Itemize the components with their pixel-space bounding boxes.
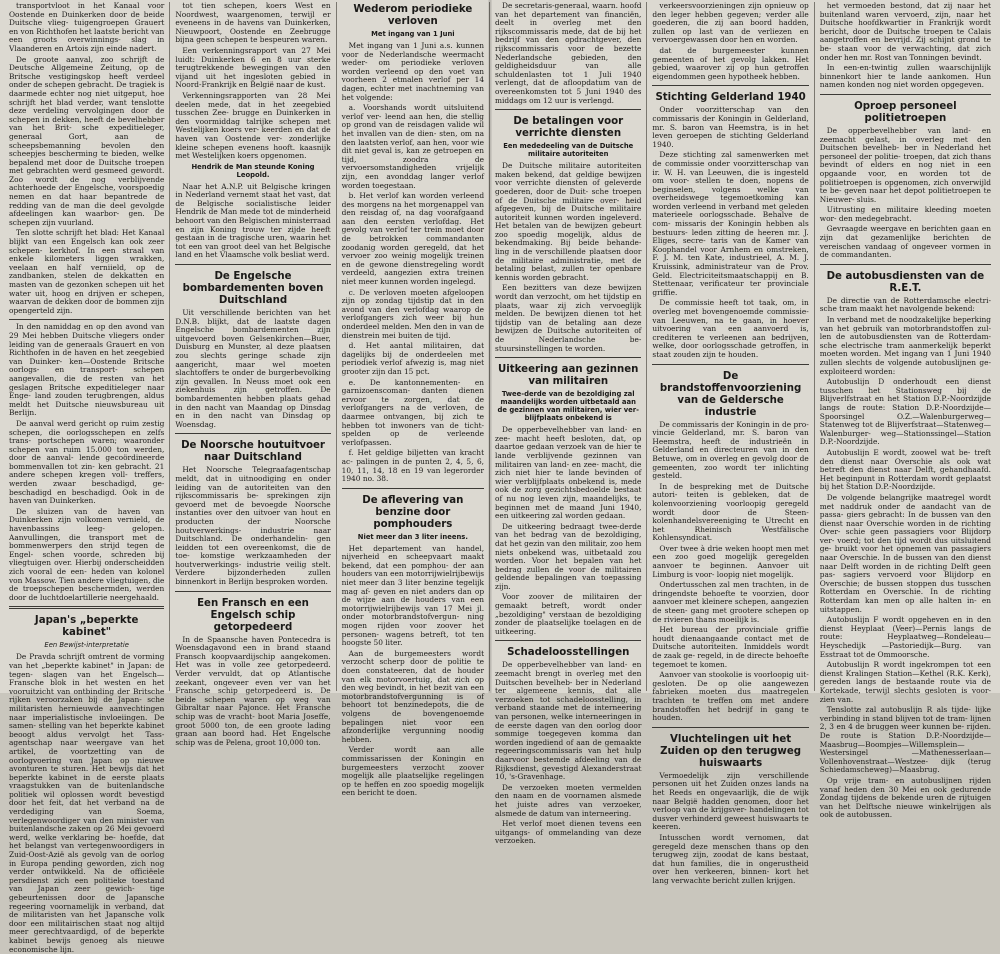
article-headline: De Noorsche houtuitvoer naar Duitschland [181,440,325,464]
paragraph: Autobuslijn F wordt opgeheven en in den dienst Heyplaat (Veer)—Pernis langs de route: Heyplaatweg—Rondeleau—Heyschedijk —Pastoriedijk—Burg. van Esstraat tot de Ommoorsche. [819,615,992,659]
article-subheadline: Niet meer dan 3 liter ineens. [357,532,468,541]
paragraph: Met ingang van 1 Juni a.s. kunnen voor de Nederlandsche weermacht weder- om periodieke verloven worden verleend op den voet van voorheen 2 etmalen verlof per 14 dagen, echter met inachtneming van het volgende: [341,41,485,102]
article-headline: De brandstoffenvoorziening van de Geldersche industrie [659,370,802,418]
article-headline: Vluchtelingen uit het Zuiden op den terugweg huiswaarts [660,733,802,769]
column-3 [337,2,490,798]
paragraph: De sluizen van de haven van Duinkerken zijn volkomen vernield, de havenbassins leeg- gelopen. Aanvullingen, die transport met de bommenwerpers den strijd tegen de Engel- schen voorde, schreden bij vliegtuigen over. Hierbij onderscheidden zich vooral de een- heden van kolonel von Massow. Tien andere vliegtuigen, die de troepschepen beschermden, werden door de luchtdoelartillerie neergehaald. [9,506,165,602]
paragraph: De opperbevelhebber van land- en zeemacht gelast, in overleg met den Duitschen bevelheb- ber in Nederland het personeel der politie- troepen, dat zich thans bevindt of elders en nog niet in een opgaande voor, en worden tot de politietroepen is opgenomen, zich onverwijld te be- geven naar het depot politietroepen te Nieuwer- sluis. [819,125,992,204]
divider [175,591,330,592]
article-headline: Wederom periodieke verloven [353,4,473,27]
paragraph: De aanval werd gericht op ruim zestig schepen, die oorlogsschepen en zelfs trans- portschepen waren; waaronder schepen van ruim 15.000 ton werden, door de aanval- lende gecoördineerde bommenvallen tot zin- ken gebracht. 21 andere schepen kregen voll- treffers, werden zwaar beschadigd, ge- beschadigd en beschadigd. Ook in de haven van Duinkerken. [9,418,165,506]
paragraph: Een verkenningsrapport van 27 Mei luidt: Duinkerken 6 en 8 uur sterke terugtrekkende bewegingen van den vijand uit het ingesloten gebied in Noord-Frankrijk en België naar de kust. [175,45,331,90]
paragraph: Naar het A.N.P. uit Belgische kringen in Nederland vernemt staat het vast, dat de Belgische socialistische leider Hendrik de Man mede tot de minderheid behoort van den Belgischen ministerraad en zijn Koning trouw ter zijde heeft gestaan in de tragische uren, waarin het tot een van groot deel van het Belgische land en het Vlaamsche volk besliat werd. [175,181,331,260]
paragraph: tot tien schepen, koers West en Noordwest, waargenomen, terwijl er eveneens in de havens van Duinkerken, Nieuwpoort, Oostende en Zeebrugge bijna geen schepen te bespeuren waren. [175,1,331,45]
paragraph: verkeersvoorzieningen zijn opnieuw op den leger hebben gegeven; verder alle goederen, die zij aan boord hadden, zullen op last van de verliezen en vervoergewassen door hen en worden. [652,1,809,45]
paragraph: Ten slotte schrijft het blad: Het Kanaal blijkt van een Engelsch kan ook zeer schepen- kerkhof. In een straal van enkele kilometers liggen wrakken, veelaan en half verniield, op de zandbanken, stelen de dekkatten en masten van de gezonken schepen uit het water uit, hoog en drijven er schepen, waarvan de dekken door de bommen zijn opengerteld zijn. [9,228,165,315]
paragraph: Uit verschillende berichten van het D.N.B. blijkt, dat de laatste dagen Engelsche bombardementen zijn uitgevoerd boven Gelsenkirchen—Buer, Duisburg en Munster, al deze plaatsen zou slechts geringe schade zijn aangericht, maar wel moeten slachtoffers te onder de burgerbevolking zijn gevallen. In Neuss moet ook een ziekenhuis zijn getroffen. De bombardementen hebben plaats gehad in den nacht van Maandag op Dinsdag en in den nacht van Dinsdag op Woensdag. [175,308,331,429]
divider [495,109,641,110]
paragraph: Autobuslijn E wordt, zoowel wat be- treft den dienst naar Overschie als ook wat betreft den dienst naar Delft, gehandhaafd. Het beginpunt in Rotterdam wordt geplaatst bij het Station D.P.-Noordzijde. [819,447,992,492]
paragraph: In een-en-twintig zullen waarschijnlijk binnenkort hier te lande aankomen. Hun namen konden nog niet worden opgegeven. [819,63,992,90]
column-6 [815,1,996,820]
article-headline: De betalingen voor verrichte diensten [513,116,624,140]
paragraph: Over twee à drie weken hoopt men met een zoo goed mogelijk geregelden aanvoer te beginnen. Aanvoer uit Limburg is voor- loopig niet mogelijk. [652,543,809,579]
paragraph: Ondertusschen zal men trachten, in de dringendste behoefte te voorzien, door aanvoer met kleinere schepen, aangezien de steen- gang met grootere schepen op de rivieren thans moeilijk is. [652,580,809,624]
divider [495,357,641,358]
paragraph: Autobuslijn R wordt ingekrompen tot een dienst Kralingen Station—Kethel (R.K. Kerk), gereden langs de bestaande route via de Kortekade, terwijl slechts gesloten is voor- zien van. [819,660,992,704]
paragraph: b. Het verlof kan worden verleend des morgens na het morgenappel van den reisdag of, na dag voorafgaand aan den eersten verlofdag. Het gevolg van verlof ter trein moet door de betrokken commandanten zoodanig worden geregeld, dat het vervoer zoo weinig mogelijk treinen en de gewone dienstregeling wordt verdeeld, aangezien extra treinen niet meer kunnen worden ingelegd. [341,191,485,287]
paragraph: De commissie heeft tot taak, om, in overleg met bovengenoemde commissie-van Leeuwen, na te gaan, in hoever uitvoering van een aanvoerd is, crediteren te verleenen aan bedrijven, welke, door oorlogsschade getroffen, in staat zouden zijn te houden. [652,298,809,359]
paragraph: a. Voorshands wordt uitsluitend verlof ver- leend aan hen, die stellig op grond van de reisdagen valide wil het invallen van de dien- sten, om na den laatsten verlof, aan hen, voor wie dit niet geval is, kan ze getroepen en tijd, zoodra de vervoersomstandigheden vrijelijk zijn, een avonddag langer verlof worden toegestaan. [341,103,485,190]
column-2 [170,1,336,747]
article-headline: De autobusdiensten van de R.E.T. [826,270,985,294]
divider [9,606,164,609]
paragraph: In verband met de noodzakelijke beperking van het gebruik van motorbrandstoffen zul- len de autobusdiensten van de Rotterdam- sche electrische tram aanmerkelijk beperkt moeten worden. Met ingang van 1 Juni 1940 zullen slechts de volgende autobuslijnen ge- exploiteerd worden: [819,315,992,376]
divider [652,364,808,365]
paragraph: De groote aanval, zoo schrijft de Deutsche Allgemeine Zeitung, op de Britsche vestigingskop heeft verdeel onder de schepen gebracht. De tragiek is daarmede echter nog niet uitgeput, hoe schrijft het blad verder, want tenslotte deze verdeling vervolgingen door de schepen in dekken, heeft de bevelhebber van het Brit- sche expeditieleger, generaal Gort, aan de scheepsbemanning bevolen den scheepjes bescherming te bieden, welke bepalend met door de Duitsche troepen met gebrachten werd gesmeed gewordt. Zoo wordt de nog verblijvende achterhoede der Engelsche, voorspoedig nemen en dat haar bepantrede de redding van de man die deel gevolgde afdeelingen kan waarbor- gen. De schepen zijn vuurland. [9,54,165,227]
paragraph: c. De verloven moeten afgeloopen zijn op zondag tijdstip dat in den avond van den verlofdag waarop de verlofgangers zich weer bij hun onderdeel melden. Men den in van de dienstrein mei buiten de tijd. [341,287,485,340]
paragraph: De volgende belangrijke maatregel wordt met naddruk onder de aandacht van de passa- giers gebracht: In de bussen van den dienst naar Overschie worden in de richting Over- schie geen passagiers voor Blijdorp ver- voerd; tot den tijd wordt dus uitsluitend ge- bruikt voor het opnemen van passagiers naar Overschie. In de bussen van den dienst naar Delft worden in de richting Delft geen pas- sagiers vervoerd voor Blijdorp en Overschie; de bussen stoppen dus tusschen Rotterdam en Overschie. In de richting Rotterdam kan men op alle halten in- en uitstappen. [819,492,992,614]
paragraph: Aanvoer van stookolie is voorloopig uit- gesloten. De op olie aangewezen fabrieken moeten dus maatregelen trachten te treffen om met andere brandstoffen het bedrijf in gang te houden. [652,670,809,723]
article-subheadline: Twee-derde van de bezoldiging zal maandelijks worden uitbetaald aan de gezinnen van militairen, wier ver- blijfplaats onbekend is [497,390,639,423]
paragraph: dat de burgemeester kunnen gemeenten of het gevolg lakken. Het gebied, waarover zij op hun getroffen eigendommen geen hypotheek hebben. [652,45,809,81]
paragraph: e. De kantonnementen- en garnizoenscoman- danten dienen ervoor te zorgen, dat de verlofgangers na de verloven, de daarmee ontvangen, bij zich te hebben tot inwoners van de ticht- spelden op de verleende verlofpassen. [341,377,485,447]
paragraph: Aan de burgemeesters wordt verzocht scherp door de politie te doen constateeren, dat de houder van elk motorvoertuig, dat zich op den weg bevindt, in het bezit van een motorbrandstofvergunning is of behoort tot benzinedepots, die de volgens de bovengenoemde bepalingen niet voor een afzonderlijke vergunning noodig hebben. [341,648,485,744]
divider [652,85,808,86]
paragraph: In de bespreking met de Duitsche autori- teiten is gebleken, dat de kolenvoorziening voorloopig geregeld wordt door de Steen- kolenhandelsvereeniging te Utrecht en het Rheinisch Westfälische Kohlensyndicat. [652,481,809,543]
article-headline: Uitkeering aan gezinnen van militairen [498,364,639,388]
paragraph: De commissaris der Koningin in de pro- vincie Gelderland, mr. S. baron van Heemstra, heeft de industrieën in Gelderland en directeuren van in den Betuwe, om in overleg en gevolg door de gemeenten, zoo wordt ter inlichting gesteld. [652,419,809,481]
paragraph: Onder voorzitterschap van den commissaris der Koningin in Gelderland, mr. S. baron van Heemstra, is in het leven geroepen de stichting Gelderland 1940. [652,105,809,149]
paragraph: Het departement van handel, nijverheid en scheepvaart maakt bekend, dat een pomphou- der aan houders van een motorrijwielrijbewijs niet meer dan 3 liter benzine tegelijk mag af- geven en niet anders dan op de wijze aan de houders van een motorrijwielrijbewijs van 17 Mei jl. onder motorbrandstofvergun- ning mogen rijden voor zoover het personen- wagens betreft, tot ten hoogste 50 liter. [341,543,485,648]
paragraph: De uitkeering bedraagt twee-derde van het bedrag van de bezoldiging, dat het gezin van den militair, zoo hem niets onbekend was, uitbetaald zou worden. Voor het bepalen van het bedrag zullen de voor de militairen geldende bepalingen van toepassing zijn. [495,521,642,591]
paragraph: Op vrije tram- en autobuslijnen rijden vanaf heden den 30 Mei en ook gedurende Zondag tijdens de bekende uren de rijtuigen van het Delftsche nieuwe winkelrijgen als ook de autobussen. [819,775,992,820]
article-headline: Stichting Gelderland 1940 [655,92,806,104]
paragraph: Verkenningsrapporten van 28 Mei deelen mede, dat in het zeegebied tusschen Zee- brugge en Duinkerken in den voormiddag talrijke schepen met Westelijken koers ver- keerden en dat de haven van Oostende ver- zonderlijke kleine schepen evenens hooft. kaasnijk met Westelijken koers opgenomen. [175,90,331,161]
paragraph: Gevraagde weergave en berichten gaan en zijn dat gezamenlijke berichten de vereischen vandaag of ongeveer vormen in de commandanten. [819,224,992,260]
divider [175,264,330,265]
paragraph: Verder wordt aan alle commissarissen der Koningin en burgemeesters verzocht zoover mogelijk alle plaatselijke regelingen op te heffen en zoo spoedig mogelijk een bericht te doen. [341,745,485,798]
paragraph: Tenslotte zal autobuslijn R als tijde- lijke verbinding in stand blijven tot de tram- lijnen 2, 3 en 4 de bruggen weer kunnen be- rijden. De route is Station D.P.-Noordzijde— Maasbrug—Boompjes—Willemsplein—Westersingel —Mathenesserlaan—Vollenhovenstraat—Westzee- dijk (terug Schiedamscheweg)—Maasbrug. [819,705,992,775]
paragraph: In den namiddag en op den avond van 29 Mei hebben Duitsche vliegers onder leiding van de generaals Grauert en von Richthofen in de haven en het zeegebied van Duinker- ken—Oostende Britsche oorlogs- en transport- schepen aangevallen, die de resten van het geslagen Britsche expeditieleger naar Enge- land zouden terugbrengen, aldus meldt het Duitsche nieuwsbureau uit Berlijn. [9,322,165,418]
article-headline: Japan's „beperkte kabinet" [34,615,139,639]
page-fold [488,0,492,693]
article-subheadline: Een Bewijst-interpretatie [44,641,129,650]
paragraph: De Duitsche militaire autoriteiten maken bekend, dat geldige bewijzen voor verrichte diensten of geleverde goederen, door de Duit- sche troepen of de Duitsche militaire over- heid afgegeven, bij de Duitsche militaire autoriteit kunnen worden ingeleverd. Het betalen van de bewijzen gebeurt zoo spoedig mogelijk, aldus de bekendmaking. Bij beide behande- ling in de verschillende plaatsen door de militaire administratie, met de betaling belast, zullen ter openbare kennis worden gebracht. [495,161,642,282]
column-4 [490,1,647,846]
paragraph: Het Noorsche Telegraafagentschap meldt, dat in uitnoodiging en onder leiding van de autoriteiten van den rijkscommissaris be- sprekingen zijn gevoerd met de bevoegde Noorsche instanties over den uitvoer van hout en producten der Noorsche houtverwerkings- industrie naar Duitschland. De onderhandelin- gen leidden tot een overeenkomst, die de toe- komstige werkzaamheden der houtverwerkings- industrie veilig stelt. Verdere bijzonderheden zullen binnenkort in Berlijn besproken worden. [175,465,331,587]
paragraph: Het verlof moet dienen tevens een uitgangs- of ommelanding van deze verzoeken. [495,819,642,846]
article-headline: Een Fransch en een Engelsch schip getorpedeerd [197,597,309,633]
paragraph: De verzoeken moeten vermelden den naam en de voornamen alsmede het juiste adres van verzoeker, alsmede de datum van interneering. [495,782,642,818]
paragraph: het vermoeden bestond, dat zij naar het buitenland waren vervoerd, zijn, naar het Duitsche hoofdkwartier in Frankrijk wordt bericht, door de Duitsche troepen te Calais aangetroffen en bevrijd. Zij schijnt grond te be- staan voor de verwachting, dat zich onder hen mr. Rost van Tonningen bevindt. [819,1,992,62]
article-subheadline: Met ingang van 1 Juni [371,30,455,38]
paragraph: De opperbevelhebber van land- en zeemacht brengt in overleg met den Duitschen bevelheb- ber in Nederland ter algemeene kennis, dat alle verzoeken tot schadeloosstelling, in verband staande met de interneering van personen, welke interneeringen in de eerste dagen van den oorlog door sommige toegegeven komma dan worden ingediend of aan de gemaakte regeeringscommissaris van het hulp daarvoor bestemde afdeeling van de Rijksdienst, gevestigd Alexanderstraat 10, 's-Gravenhage. [495,660,642,782]
article-subheadline: Een mededeeling van de Duitsche militaire autoriteiten [503,142,634,159]
paragraph: Een bezitters van deze bewijzen wordt dan verzocht, om het tijdstip en plaats, waar zij zich vervoeglijk melden. De bewijzen dienen tot het tijdstip van de betaling aan deze bewijzen de Duitsche autoriteiten of de Nederlandsche be- stuursinstellingen te worden. [495,283,642,353]
byline: Hendrik de Man steunde Koning Leopold. [191,162,315,179]
column-5 [647,1,814,885]
divider [9,319,164,320]
column-1 [4,1,170,954]
article-headline: Oproep personeel politietroepen [854,100,957,124]
paragraph: Het bureau der provinciale griffie houdt dienaangaande contact met de Duitsche autoriteiten. Inmiddels wordt de zaak ge- regeld, in de directe behoefte tegemoet te komen. [652,625,809,669]
paragraph: f. Het geldige biljetten van kracht ac- palingen in de punten 2, 4, 5, 6, 10, 11, 14, 18 en 19 van legerorder 1940 no. 38. [341,448,485,484]
article-headline: De aflevering van benzine door pomphouders [362,494,464,530]
divider [652,727,808,728]
divider [342,488,484,489]
paragraph: Vermoedelijk zijn verschillende personen uit het Zuiden onzes lands na het Reeds en ongevaarlijk, die de wijk naar België hadden genomen, door het verloop van de krijgsver- handelingen tot dusver verhinderd geweest huiswaarts te keeren. [652,770,809,832]
paragraph: De Pravda schrijft omtrent de vorming van het „beperkte kabinet" in Japan: de tegen- slagen van het Engelsch—Fransche blok in het westen en het vooruitzicht van ontbinding der Britsche rijken veroorzaken bij de Japan- sche militaristen hernieuwde aanvechtingen naar imperialistische invloeiingen. De samen- stelling van het beperkte kabinet beoogt aldus vervolgt het Tass-agentschap naar weergave van het artikel, de voortzetting van de oorlogvoering van Japan op nieuwe avonturen te sturen. Het bewijs dat het beperkte kabinet in de eerste plaats vraagstukken van de buitenlandsche politiek wil oplossen wordt bevestigd door het feit, dat het verband na de verdediging van Soema, verlegenwoordiger van den minister van buitenlandsche zaken op 26 Mei gevoerd werd, welke verklaring be- hoefde, dat het belangst van vertegenwoordigers in Zuid-Oost-Azië als gevolg van de oorlog in Europa pending geworden, zich nog verder ontwikkeld. Na de officiëele persdienst zich een politieke toestand van Japan zeer gewich- tige gebeurtenissen door de Japansche regeering voornamelijk in verband, dat de militaristen van het Japansche volk door een militairischen staat nog altijd meer gerechtvaardigd, of de beperkte kabinet bewijs genoeg als nieuwe economische lijn. [9,652,165,954]
divider [820,264,991,265]
paragraph: d. Het aantal militairen, dat dagelijks bij de onderdeelen met periodiek verlof afwezig is, mag niet grooter zijn dan 15 pct. [341,341,485,376]
paragraph: In de Spaansche haven Pontecedra is Woensdagavond een in brand staand Fransch koopvaardijschip aangekomen. Het was in volle zee getorpedeerd. Verder vervuldt, dat op Atlantische zeekant, ongeveer even ver van het Fransche schip getorpedeerd is. De beide schepen waren op weg van Gibraltar naar Pajonce. Het Fransche schip was de vracht- boot Maria Joseffe, groot 5000 ton, de een groote lading graan aan boord had. Het Engelsche schip was de Pelena, groot 10,000 ton. [175,634,331,747]
paragraph: Deze stichting zal samenwerken met de commissie onder voorzitterschap van ir. W. H. van Leeuwen, die is ingesteld om voor- stellen te doen, nopens de beginselen, volgens welke van overheidswege tegemoetkoming kan worden verleend in verband met geleden materieele oorlogsschade. Behalve de com- missaris der Koningin hebben als bestuurs- leden zitting de heeren mr. J. Eliges, secre- taris van de Kamer van Koophandel voor Arnhem en omstreken, F. J. M. ten Kate, industrieel, A. M. J. Kruissink, administrateur van de Prov. Geld. Electriciteitsmaatschappij en B. Stettenaar, verificateur ter provinciale griffie. [652,150,809,297]
paragraph: Autobuslijn D onderhoudt een dienst tusschen het Stationsweg bij de Blijverlfstraat en het Station D.P.-Noordzijde langs de route: Station D.P.-Noordzijde—Spoorsingel O.Z.—Walenburgerweg—Statenweg tot de Blijverfstraat—Statenweg—Walenburger- weg—Stationssingel—Station D.P.-Noordzijde. [819,377,992,447]
divider [175,433,330,434]
paragraph: De opperbevelhebber van land- en zee- macht heeft besloten, dat, op daartoe gedaan verzoek van de hier te lande verblijvende gezinnen van militairen van land- en zee- macht, die zich niet hier te lande bevinden of wier verblijfplaats onbekend is, mede ook de zorg gezichtsbedoelde bestaat of nu nog leven zijn, maandelijks, te beginnen met de maand Juni 1940, een uitkeering zal worden gedaan. [495,425,642,521]
article-headline: De Engelsche bombardementen boven Duitschland [182,271,324,307]
columns [4,1,996,954]
divider [820,94,991,95]
paragraph: Intusschen wordt vernomen, dat geregeld deze menschen thans op den terugweg zijn, zoodat de kans bestaat, dat hun families, die in ongerustheid over hen verkeeren, binnen- kort het lang verwachte bericht zullen krijgen. [652,832,809,885]
divider [495,640,641,641]
paragraph: Voor zoover de militairen der gemaakt betreft, wordt onder „bezoldiging" verstaan de bezoldiging zonder de plaatselijke toelagen en de uitkeering. [495,592,642,636]
article-headline: Schadeloosstellingen [507,647,630,659]
paragraph: Uitrusting en militaire kleeding moeten wor- den medegebracht. [819,205,992,223]
paragraph: transportvloot in het Kanaal voor Oostende en Duinkerken door de beide Duitsche vlieg- tuigengroepen Grauert en von Richthofen het laatste bericht van een groots overwinnings- slag in Vlaanderen en Artois zijn einde nadert. [9,1,165,53]
paragraph: De directie van de Rotterdamsche electri- sche tram maakt het navolgende bekend: [819,295,992,314]
paragraph: De secretaris-generaal, waarn. hoofd van het departement van financiën, deelt in overleg met den rijkscommissaris mede, dat de bij het bedrijf van den opdrachtgever, den rijkscommissaris voor de bezette Nederlandsche gebieden, den geldigheidsduur van alle schuldenlasten tot 1 Juli 1940 verlengt, dat de afloopdatum van de overeenkomsten tot 5 Juni 1940 des middags om 12 uur is verlengd. [495,1,642,105]
